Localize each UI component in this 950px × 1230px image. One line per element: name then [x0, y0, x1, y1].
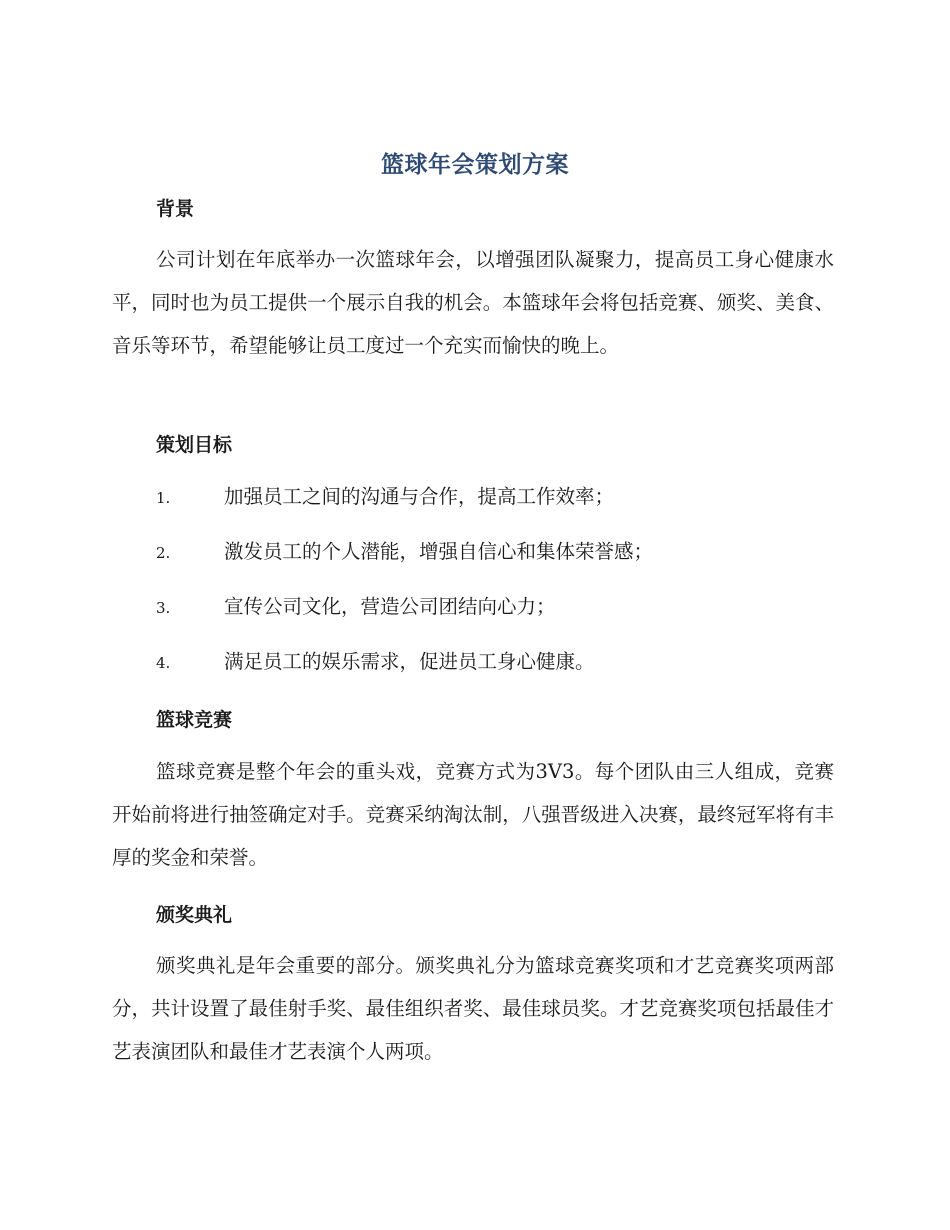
document-title: 篮球年会策划方案	[381, 152, 569, 178]
list-text: 宣传公司文化，营造公司团结向心力；	[224, 595, 556, 618]
list-text: 加强员工之间的沟通与合作，提高工作效率；	[224, 485, 615, 508]
paragraph-background: 公司计划在年底举办一次篮球年会，以增强团队凝聚力，提高员工身心健康水平，同时也为员工提供一个展示自我的机会。本篮球年会将包括竞赛、颁奖、美食、音乐等环节，希望能够让员工度过一个充实而愉快的晚上。	[112, 248, 834, 357]
heading-competition: 篮球竞赛	[156, 709, 233, 731]
list-number: 2.	[156, 544, 171, 562]
paragraph-competition: 篮球竞赛是整个年会的重头戏，竞赛方式为3V3。每个团队由三人组成，竞赛开始前将进行抽签确定对手。竞赛采纳淘汰制，八强晋级进入决赛，最终冠军将有丰厚的奖金和荣誉。	[112, 760, 834, 869]
list-number: 3.	[156, 599, 171, 617]
list-text: 激发员工的个人潜能，增强自信心和集体荣誉感；	[224, 540, 654, 563]
list-text: 满足员工的娱乐需求，促进员工身心健康。	[224, 650, 595, 673]
paragraph-awards: 颁奖典礼是年会重要的部分。颁奖典礼分为篮球竞赛奖项和才艺竞赛奖项两部分，共计设置了最佳射手奖、最佳组织者奖、最佳球员奖。才艺竞赛奖项包括最佳才艺表演团队和最佳才艺表演个人两项。	[112, 954, 834, 1063]
heading-awards: 颁奖典礼	[156, 904, 233, 926]
heading-goals: 策划目标	[156, 434, 233, 456]
list-number: 4.	[156, 654, 171, 672]
list-number: 1.	[156, 489, 171, 507]
heading-background: 背景	[156, 198, 195, 220]
